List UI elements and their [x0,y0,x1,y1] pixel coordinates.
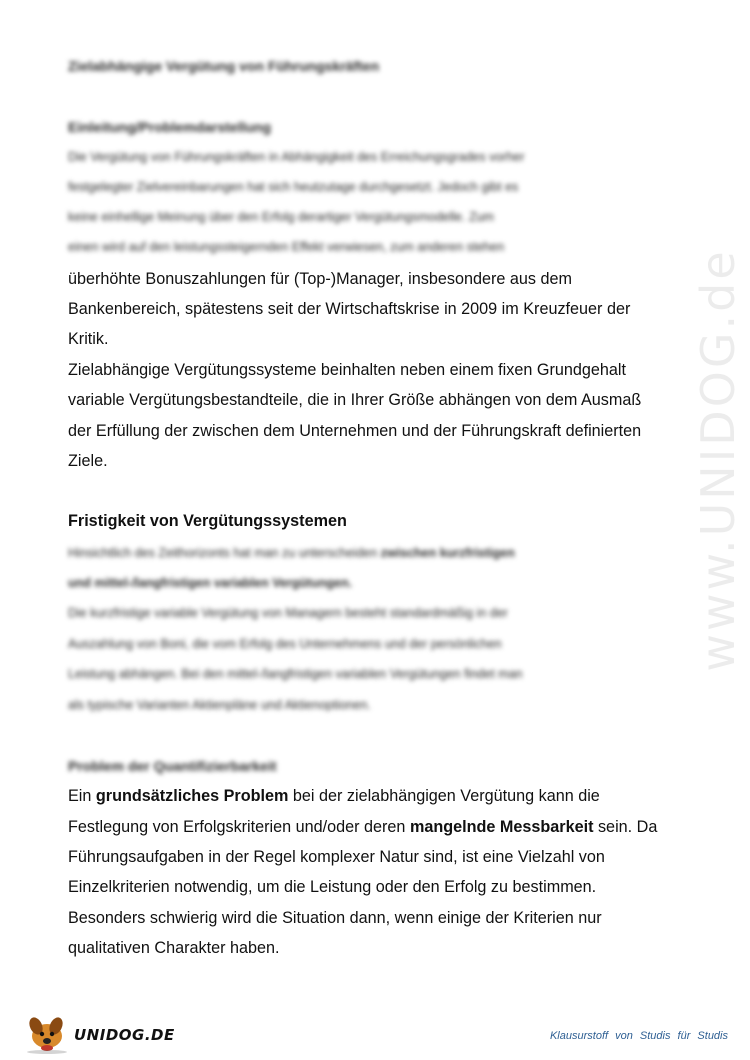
paragraph-line: Zielabhängige Vergütungssysteme beinhalten neben einem fixen Grundgehalt [68,361,626,379]
paragraph-line: als typische Varianten Aktienpläne und Aktienoptionen. [68,698,371,712]
paragraph-emphasis: und mittel-/langfristigen variablen Vergütungen. [68,576,353,590]
paragraph-line [68,576,352,590]
paragraph-line: einen wird auf den leistungssteigernden Effekt verwiesen, zum anderen stehen [68,240,505,254]
watermark: www.UNIDOG.de [691,248,745,672]
paragraph-emphasis: mangelnde Messbarkeit [409,818,594,836]
paragraph-line: Die kurzfristige variable Vergütung von Managern besteht standardmäßig in der [68,606,508,620]
logo-text: UNIDOG.DE [74,1026,175,1044]
paragraph-line [68,787,600,806]
paragraph-line [68,818,657,837]
paragraph-line: keine einhellige Meinung über den Erfolg derartiger Vergütungsmodelle. Zum [68,210,494,224]
paragraph-emphasis: zwischen kurzfristigen [380,546,515,560]
paragraph-line: der Erfüllung der zwischen dem Unternehmen und der Führungskraft definierten [68,422,642,440]
paragraph-line: überhöhte Bonuszahlungen für (Top-)Manager, insbesondere aus dem [68,270,572,288]
paragraph-line: Führungsaufgaben in der Regel komplexer Natur sind, ist eine Vielzahl von [68,848,605,866]
section-heading-fristigkeit: Fristigkeit von Vergütungssystemen [68,512,347,530]
paragraph-text: Hinsichtlich des Zeithorizonts hat man zu unterscheiden [68,546,378,560]
paragraph-line: Einzelkriterien notwendig, um die Leistung oder den Erfolg zu bestimmen. [68,878,597,896]
paragraph-line: variable Vergütungsbestandteile, die in Ihrer Größe abhängen von dem Ausmaß [68,391,642,409]
paragraph-line: qualitativen Charakter haben. [68,939,280,957]
paragraph-text: sein. Da [593,818,658,836]
section-heading-introduction: Einleitung/Problemdarstellung [68,119,272,135]
paragraph-text: bei der zielabhängigen Vergütung kann die [288,787,600,805]
paragraph-line [68,546,515,560]
document-title: Zielabhängige Vergütung von Führungskräften [68,58,380,74]
paragraph-line: festgelegter Zielvereinbarungen hat sich heutzutage durchgesetzt. Jedoch gibt es [68,180,519,194]
paragraph-line: Die Vergütung von Führungskräften in Abhängigkeit des Erreichungsgrades vorher [68,150,525,164]
paragraph-text: Festlegung von Erfolgskriterien und/oder deren [68,818,410,836]
paragraph-line: Bankenbereich, spätestens seit der Wirtschaftskrise in 2009 im Kreuzfeuer der [68,300,631,318]
dog-icon [22,1012,72,1054]
section-heading-quantifizierbarkeit: Problem der Quantifizierbarkeit [68,758,277,774]
paragraph-line: Leistung abhängen. Bei den mittel-/langfristigen variablen Vergütungen findet man [68,667,523,681]
unidog-logo[interactable] [22,1010,175,1054]
paragraph-line: Kritik. [68,330,109,348]
paragraph-emphasis: grundsätzliches Problem [95,787,289,805]
paragraph-line: Auszahlung von Boni, die vom Erfolg des Unternehmens und der persönlichen [68,637,502,651]
footer-tagline: Klausurstoff von Studis für Studis [549,1030,728,1042]
paragraph-line: Besonders schwierig wird die Situation dann, wenn einige der Kriterien nur [68,909,602,927]
paragraph-text: Ein [68,787,96,805]
paragraph-line: Ziele. [68,452,108,470]
